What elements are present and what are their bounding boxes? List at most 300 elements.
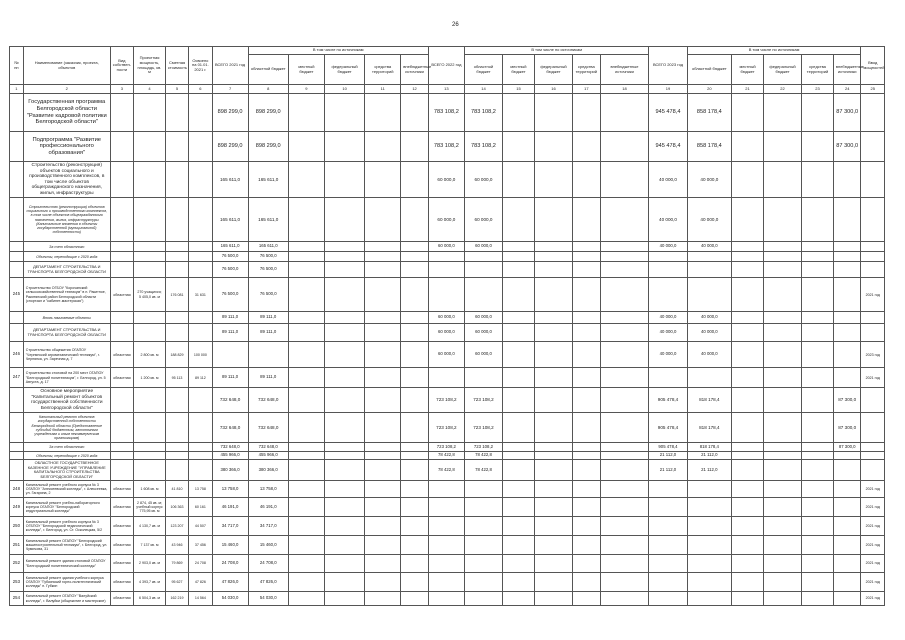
row-attr: 106 363 [165, 498, 188, 517]
amount-cell [687, 368, 732, 388]
row-attr [134, 94, 166, 132]
amount-cell [288, 242, 324, 252]
amount-cell [365, 460, 401, 481]
amount-cell [365, 368, 401, 388]
amount-cell [732, 452, 764, 460]
amount-cell [649, 517, 687, 536]
amount-cell [573, 388, 601, 413]
src-2021: областной бюджет [248, 55, 288, 85]
amount-cell: 54 030,0 [248, 592, 288, 606]
amount-cell [428, 368, 464, 388]
amount-cell [573, 555, 601, 573]
src-2023: внебюджетные источники [833, 55, 861, 85]
src-2023: средства территорий [802, 55, 834, 85]
row-attr [189, 324, 212, 342]
row-number: 254 [10, 592, 24, 606]
amount-cell [324, 278, 364, 312]
amount-cell [464, 517, 502, 536]
amount-cell [288, 278, 324, 312]
amount-cell [288, 452, 324, 460]
amount-cell [573, 198, 601, 242]
amount-cell [802, 368, 834, 388]
row-attr [165, 413, 188, 443]
amount-cell [428, 278, 464, 312]
amount-cell [324, 443, 364, 452]
group-2021: В том числе по источникам [248, 47, 428, 55]
column-index: 13 [428, 85, 464, 94]
amount-cell [428, 498, 464, 517]
amount-cell [248, 342, 288, 368]
row-attr: 95 627 [165, 573, 188, 592]
amount-cell [600, 498, 649, 517]
amount-cell [401, 278, 429, 312]
amount-cell [503, 94, 535, 132]
row-attr: областная [110, 498, 133, 517]
amount-cell [324, 592, 364, 606]
amount-cell: 60 000,0 [464, 324, 502, 342]
amount-cell [732, 198, 764, 242]
amount-cell [365, 312, 401, 324]
row-attr [165, 388, 188, 413]
amount-cell: 60 000,0 [464, 312, 502, 324]
row-number [10, 413, 24, 443]
row-name: Строительство (реконструкция) объектов социального и производственного комплексов, в том числе объектов общегражданского назначения, жилья, инфраструктуры (Капитальные вложения в объекты государственной (муниципальной) собственности) [23, 198, 110, 242]
amount-cell: 21 112,0 [687, 460, 732, 481]
src-2022: федеральный бюджет [534, 55, 572, 85]
amount-cell: 40 000,0 [649, 198, 687, 242]
amount-cell [732, 342, 764, 368]
amount-cell: 898 299,0 [212, 94, 248, 132]
amount-cell: 78 422,8 [464, 452, 502, 460]
amount-cell: 40 000,0 [687, 242, 732, 252]
amount-cell [763, 481, 801, 498]
col-name: Наименование (заказчик, проекта, объектов [23, 47, 110, 85]
amount-cell [763, 498, 801, 517]
amount-cell [732, 262, 764, 278]
row-attr [134, 252, 166, 262]
commissioning-year [861, 413, 885, 443]
row-attr: 2 874, 45 кв. м; учебный корпус 775,95 кв. м [134, 498, 166, 517]
amount-cell [763, 413, 801, 443]
amount-cell [365, 94, 401, 132]
amount-cell: 723 108,2 [428, 388, 464, 413]
row-attr [134, 262, 166, 278]
amount-cell [288, 573, 324, 592]
column-index-row [10, 85, 885, 94]
amount-cell [288, 592, 324, 606]
table-row [10, 388, 885, 413]
amount-cell [600, 198, 649, 242]
amount-cell [324, 198, 364, 242]
amount-cell [732, 517, 764, 536]
amount-cell [503, 592, 535, 606]
row-attr [189, 452, 212, 460]
row-attr: 47 826 [189, 573, 212, 592]
amount-cell [763, 388, 801, 413]
src-2021: внебюджетные источники [401, 55, 429, 85]
amount-cell [763, 443, 801, 452]
amount-cell [365, 413, 401, 443]
amount-cell [802, 132, 834, 162]
amount-cell: 40 000,0 [687, 312, 732, 324]
col-capacity: Проектная мощность, площадь, кв. м [134, 47, 166, 85]
amount-cell [833, 262, 861, 278]
amount-cell [534, 132, 572, 162]
table-row [10, 324, 885, 342]
column-index: 11 [365, 85, 401, 94]
amount-cell [534, 413, 572, 443]
amount-cell: 818 178,4 [687, 388, 732, 413]
amount-cell [288, 312, 324, 324]
amount-cell: 60 000,0 [428, 342, 464, 368]
amount-cell [802, 342, 834, 368]
row-attr: областная [110, 342, 133, 368]
amount-cell [503, 388, 535, 413]
row-number: 246 [10, 342, 24, 368]
amount-cell [428, 262, 464, 278]
amount-cell [401, 252, 429, 262]
row-number [10, 162, 24, 198]
amount-cell: 34 717,0 [248, 517, 288, 536]
amount-cell: 46 191,0 [248, 498, 288, 517]
amount-cell [401, 198, 429, 242]
amount-cell [763, 573, 801, 592]
row-number [10, 242, 24, 252]
column-index: 12 [401, 85, 429, 94]
row-name: Капитальный ремонт учебного корпуса № 3 ОГБПОУ "Белгородский педагогический колледж", г. Белгород, ул. Ст. Осколецкая, 5/2 [23, 517, 110, 536]
amount-cell [573, 452, 601, 460]
amount-cell [732, 536, 764, 555]
amount-cell: 723 108,2 [464, 413, 502, 443]
amount-cell: 40 000,0 [649, 162, 687, 198]
amount-cell [464, 536, 502, 555]
amount-cell [324, 324, 364, 342]
amount-cell [365, 443, 401, 452]
amount-cell: 905 478,4 [649, 388, 687, 413]
row-attr [110, 262, 133, 278]
row-attr [189, 162, 212, 198]
amount-cell [732, 592, 764, 606]
commissioning-year: 2021 год [861, 517, 885, 536]
amount-cell: 21 112,0 [649, 460, 687, 481]
amount-cell [503, 162, 535, 198]
row-attr [165, 198, 188, 242]
amount-cell [732, 368, 764, 388]
amount-cell [573, 324, 601, 342]
amount-cell [464, 481, 502, 498]
amount-cell [503, 242, 535, 252]
amount-cell: 47 826,0 [212, 573, 248, 592]
amount-cell [600, 342, 649, 368]
table-row [10, 94, 885, 132]
commissioning-year [861, 132, 885, 162]
amount-cell [763, 517, 801, 536]
col-total-2021: ВСЕГО 2021 год [212, 47, 248, 85]
amount-cell [365, 262, 401, 278]
commissioning-year [861, 388, 885, 413]
row-attr: 13 758 [189, 481, 212, 498]
table-row [10, 278, 885, 312]
amount-cell: 165 611,0 [212, 242, 248, 252]
row-name: ОБЛАСТНОЕ ГОСУДАРСТВЕННОЕ КАЗЕННОЕ УЧРЕЖДЕНИЕ "УПРАВЛЕНИЕ КАПИТАЛЬНОГО СТРОИТЕЛЬСТВА БЕЛГОРОДСКОЙ ОБЛАСТИ" [23, 460, 110, 481]
amount-cell [600, 388, 649, 413]
amount-cell [732, 481, 764, 498]
amount-cell [763, 452, 801, 460]
amount-cell [401, 388, 429, 413]
amount-cell [534, 278, 572, 312]
row-attr: 44 507 [189, 517, 212, 536]
amount-cell: 783 108,2 [464, 132, 502, 162]
row-attr [165, 94, 188, 132]
row-attr [189, 312, 212, 324]
commissioning-year: 2021 год [861, 368, 885, 388]
row-attr: областная [110, 592, 133, 606]
row-number [10, 443, 24, 452]
amount-cell [365, 517, 401, 536]
row-attr: 14 564 [189, 592, 212, 606]
commissioning-year: 2021 год [861, 481, 885, 498]
amount-cell [573, 94, 601, 132]
row-attr [110, 162, 133, 198]
amount-cell [324, 452, 364, 460]
amount-cell [802, 517, 834, 536]
amount-cell: 898 299,0 [248, 94, 288, 132]
commissioning-year [861, 198, 885, 242]
amount-cell [534, 162, 572, 198]
amount-cell [401, 481, 429, 498]
amount-cell: 60 000,0 [428, 242, 464, 252]
row-number [10, 460, 24, 481]
row-attr: 1 200 кв. м [134, 368, 166, 388]
row-attr [110, 132, 133, 162]
row-attr: областная [110, 536, 133, 555]
amount-cell [534, 498, 572, 517]
amount-cell [763, 262, 801, 278]
table-row [10, 132, 885, 162]
amount-cell: 455 966,0 [248, 452, 288, 460]
amount-cell: 60 000,0 [464, 242, 502, 252]
row-attr: 6 504,3 кв. м [134, 592, 166, 606]
amount-cell [833, 536, 861, 555]
group-2022: В том числе по источникам [464, 47, 649, 55]
amount-cell [288, 460, 324, 481]
col-total-2023: ВСЕГО 2023 год [649, 47, 687, 85]
amount-cell [288, 342, 324, 368]
row-attr [134, 324, 166, 342]
column-index: 9 [288, 85, 324, 94]
row-attr [134, 242, 166, 252]
amount-cell [649, 555, 687, 573]
amount-cell: 76 500,0 [248, 252, 288, 262]
amount-cell [802, 498, 834, 517]
amount-cell: 89 111,0 [212, 324, 248, 342]
row-attr: 2 800 кв. м [134, 342, 166, 368]
row-attr [189, 94, 212, 132]
amount-cell [324, 388, 364, 413]
amount-cell: 40 000,0 [687, 162, 732, 198]
amount-cell [649, 592, 687, 606]
amount-cell: 60 000,0 [464, 162, 502, 198]
row-attr [134, 132, 166, 162]
amount-cell [833, 592, 861, 606]
amount-cell: 76 500,0 [248, 278, 288, 312]
amount-cell [600, 262, 649, 278]
amount-cell [573, 312, 601, 324]
row-name: За счет областного [23, 443, 110, 452]
commissioning-year: 2021 год [861, 536, 885, 555]
amount-cell [573, 498, 601, 517]
amount-cell [288, 252, 324, 262]
table-row [10, 262, 885, 278]
amount-cell: 905 478,4 [649, 413, 687, 443]
amount-cell [802, 262, 834, 278]
row-name: За счет областного [23, 242, 110, 252]
amount-cell: 40 000,0 [649, 242, 687, 252]
amount-cell [649, 536, 687, 555]
commissioning-year [861, 252, 885, 262]
row-name: Капитальный ремонт ОГАПОУ "Валуйский колледж", г. Валуйки (общежитие и мастерские) [23, 592, 110, 606]
row-number: 253 [10, 573, 24, 592]
row-attr: 123 207 [165, 517, 188, 536]
row-name: Капитальный ремонт объектов государственной собственности Белгородской области (Предоставление субсидий бюджетным, автономным учреждениям и иным некоммерческим организациям) [23, 413, 110, 443]
amount-cell [763, 252, 801, 262]
amount-cell: 380 366,0 [248, 460, 288, 481]
amount-cell [600, 132, 649, 162]
row-attr [165, 162, 188, 198]
row-number: 245 [10, 278, 24, 312]
row-attr [110, 94, 133, 132]
row-attr [165, 252, 188, 262]
amount-cell [732, 573, 764, 592]
amount-cell [573, 368, 601, 388]
amount-cell: 165 611,0 [212, 198, 248, 242]
amount-cell: 24 708,0 [212, 555, 248, 573]
amount-cell [401, 312, 429, 324]
amount-cell [833, 242, 861, 252]
amount-cell [324, 242, 364, 252]
amount-cell: 78 422,8 [428, 452, 464, 460]
amount-cell: 858 178,4 [687, 94, 732, 132]
row-name: ДЕПАРТАМЕНТ СТРОИТЕЛЬСТВА И ТРАНСПОРТА БЕЛГОРОДСКОЙ ОБЛАСТИ [23, 324, 110, 342]
amount-cell [763, 555, 801, 573]
amount-cell: 165 611,0 [248, 162, 288, 198]
amount-cell [503, 278, 535, 312]
amount-cell: 60 000,0 [428, 162, 464, 198]
amount-cell [732, 413, 764, 443]
row-number [10, 452, 24, 460]
amount-cell [503, 262, 535, 278]
table-row [10, 443, 885, 452]
row-name: Строительство столовой на 200 мест ОГАПОУ "Белгородский политехникум", г. Белгород, ул. 5 Августа, д. 17 [23, 368, 110, 388]
row-attr [134, 388, 166, 413]
amount-cell: 13 758,0 [212, 481, 248, 498]
amount-cell: 89 111,0 [248, 312, 288, 324]
row-number [10, 252, 24, 262]
amount-cell [763, 460, 801, 481]
amount-cell [288, 132, 324, 162]
amount-cell [365, 555, 401, 573]
row-attr: 188 829 [165, 342, 188, 368]
column-index: 5 [165, 85, 188, 94]
column-index: 7 [212, 85, 248, 94]
amount-cell: 89 111,0 [212, 312, 248, 324]
amount-cell [732, 242, 764, 252]
amount-cell [503, 413, 535, 443]
amount-cell: 858 178,4 [687, 132, 732, 162]
amount-cell: 60 000,0 [428, 198, 464, 242]
amount-cell [401, 536, 429, 555]
amount-cell [802, 452, 834, 460]
row-attr [134, 162, 166, 198]
row-attr: 2 903,0 кв. м [134, 555, 166, 573]
commissioning-year [861, 162, 885, 198]
amount-cell [600, 252, 649, 262]
commissioning-year [861, 460, 885, 481]
amount-cell [212, 342, 248, 368]
amount-cell [288, 517, 324, 536]
amount-cell [365, 162, 401, 198]
amount-cell: 87 300,0 [833, 413, 861, 443]
amount-cell [401, 242, 429, 252]
amount-cell [802, 536, 834, 555]
row-attr: 270 учащихся; 5 405,0 кв. м [134, 278, 166, 312]
amount-cell [649, 262, 687, 278]
amount-cell [600, 592, 649, 606]
amount-cell [833, 452, 861, 460]
column-index: 14 [464, 85, 502, 94]
row-name: ДЕПАРТАМЕНТ СТРОИТЕЛЬСТВА И ТРАНСПОРТА БЕЛГОРОДСКОЙ ОБЛАСТИ [23, 262, 110, 278]
amount-cell: 47 826,0 [248, 573, 288, 592]
amount-cell [428, 252, 464, 262]
row-attr [134, 443, 166, 452]
amount-cell [288, 481, 324, 498]
amount-cell [324, 555, 364, 573]
row-number: 251 [10, 536, 24, 555]
row-attr: областная [110, 368, 133, 388]
commissioning-year: 2021 год [861, 498, 885, 517]
row-attr [110, 452, 133, 460]
amount-cell: 15 460,0 [212, 536, 248, 555]
column-index: 22 [763, 85, 801, 94]
col-cost: Сметная стоимость [165, 47, 188, 85]
amount-cell [401, 368, 429, 388]
amount-cell [833, 252, 861, 262]
amount-cell [503, 312, 535, 324]
amount-cell [732, 498, 764, 517]
row-attr [110, 460, 133, 481]
row-attr: областная [110, 481, 133, 498]
row-attr [189, 388, 212, 413]
amount-cell [534, 481, 572, 498]
amount-cell [763, 592, 801, 606]
amount-cell [763, 536, 801, 555]
amount-cell: 732 648,0 [212, 413, 248, 443]
amount-cell [464, 262, 502, 278]
row-attr [189, 413, 212, 443]
amount-cell [600, 413, 649, 443]
amount-cell [503, 252, 535, 262]
amount-cell: 60 000,0 [464, 342, 502, 368]
amount-cell [534, 252, 572, 262]
amount-cell [288, 94, 324, 132]
amount-cell [503, 460, 535, 481]
amount-cell: 40 000,0 [649, 342, 687, 368]
row-number [10, 262, 24, 278]
amount-cell [428, 555, 464, 573]
amount-cell [401, 132, 429, 162]
amount-cell [573, 278, 601, 312]
amount-cell [534, 262, 572, 278]
